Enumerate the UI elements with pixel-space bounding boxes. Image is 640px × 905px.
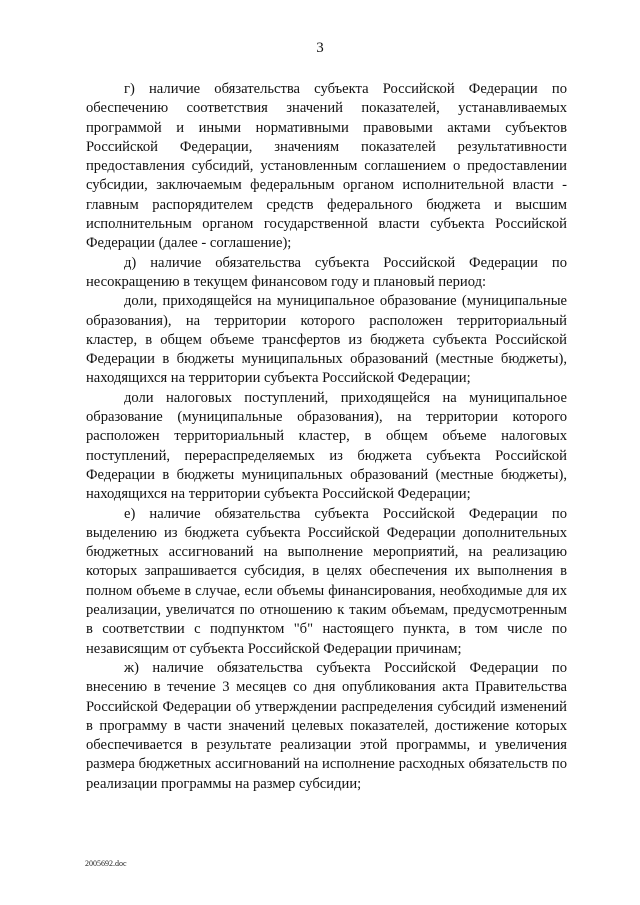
paragraph-item-zh: ж) наличие обязательства субъекта Российской Федерации по внесению в течение 3 месяцев со дня опубликования акта Правительства Российской Федерации об утверждении распределения субсидий изменений в программу в части значений целевых показателей, достижение которых обеспечивается в результате реализации этой программы, и увеличения размера бюджетных ассигнований на исполнение расходных обязательств по реализации программы на размер субсидии; <box>86 659 567 792</box>
paragraph-share-tax-revenue: доли налоговых поступлений, приходящейся на муниципальное образование (муниципальные образования), на территории которого расположен территориальный кластер, в общем объеме налоговых поступлений, перераспределяемых из бюджета субъекта Российской Федерации в бюджеты муниципальных образований (местные бюджеты), находящихся на территории субъекта Российской Федерации; <box>86 389 567 503</box>
paragraph-item-g: г) наличие обязательства субъекта Российской Федерации по обеспечению соответствия значений показателей, устанавливаемых программой и иными нормативными правовыми актами субъектов Российской Федерации, значениям показателей результативности предоставления субсидий, установленным соглашением о предоставлении субсидии, заключаемым федеральным органом исполнительной власти - главным распорядителем средств федерального бюджета и высшим исполнительным органом государственной власти субъекта Российской Федерации (далее - соглашение); <box>86 81 567 252</box>
paragraph-share-transfers: доли, приходящейся на муниципальное образование (муниципальные образования), на территории которого расположен территориальный кластер, в общем объеме трансфертов из бюджета субъекта Российской Федерации в бюджеты муниципальных образований (местные бюджеты), находящихся на территории субъекта Российской Федерации; <box>86 293 567 387</box>
document-body <box>86 80 567 794</box>
page-number: 3 <box>316 40 324 56</box>
paragraph-item-e: е) наличие обязательства субъекта Российской Федерации по выделению из бюджета субъекта Российской Федерации дополнительных бюджетных ассигнований на выполнение мероприятий, на реализацию которых запрашивается субсидия, в целях обеспечения их выполнения в полном объеме в случае, если объемы финансирования, необходимые для их реализации, увеличатся по отношению к таким объемам, предусмотренным в соответствии с подпунктом "б" настоящего пункта, в том числе по независящим от субъекта Российской Федерации причинам; <box>86 505 567 657</box>
footer-filename: 2005692.doc <box>85 859 127 868</box>
paragraph-item-d: д) наличие обязательства субъекта Российской Федерации по несокращению в текущем финансовом году и плановый период: <box>86 254 567 290</box>
